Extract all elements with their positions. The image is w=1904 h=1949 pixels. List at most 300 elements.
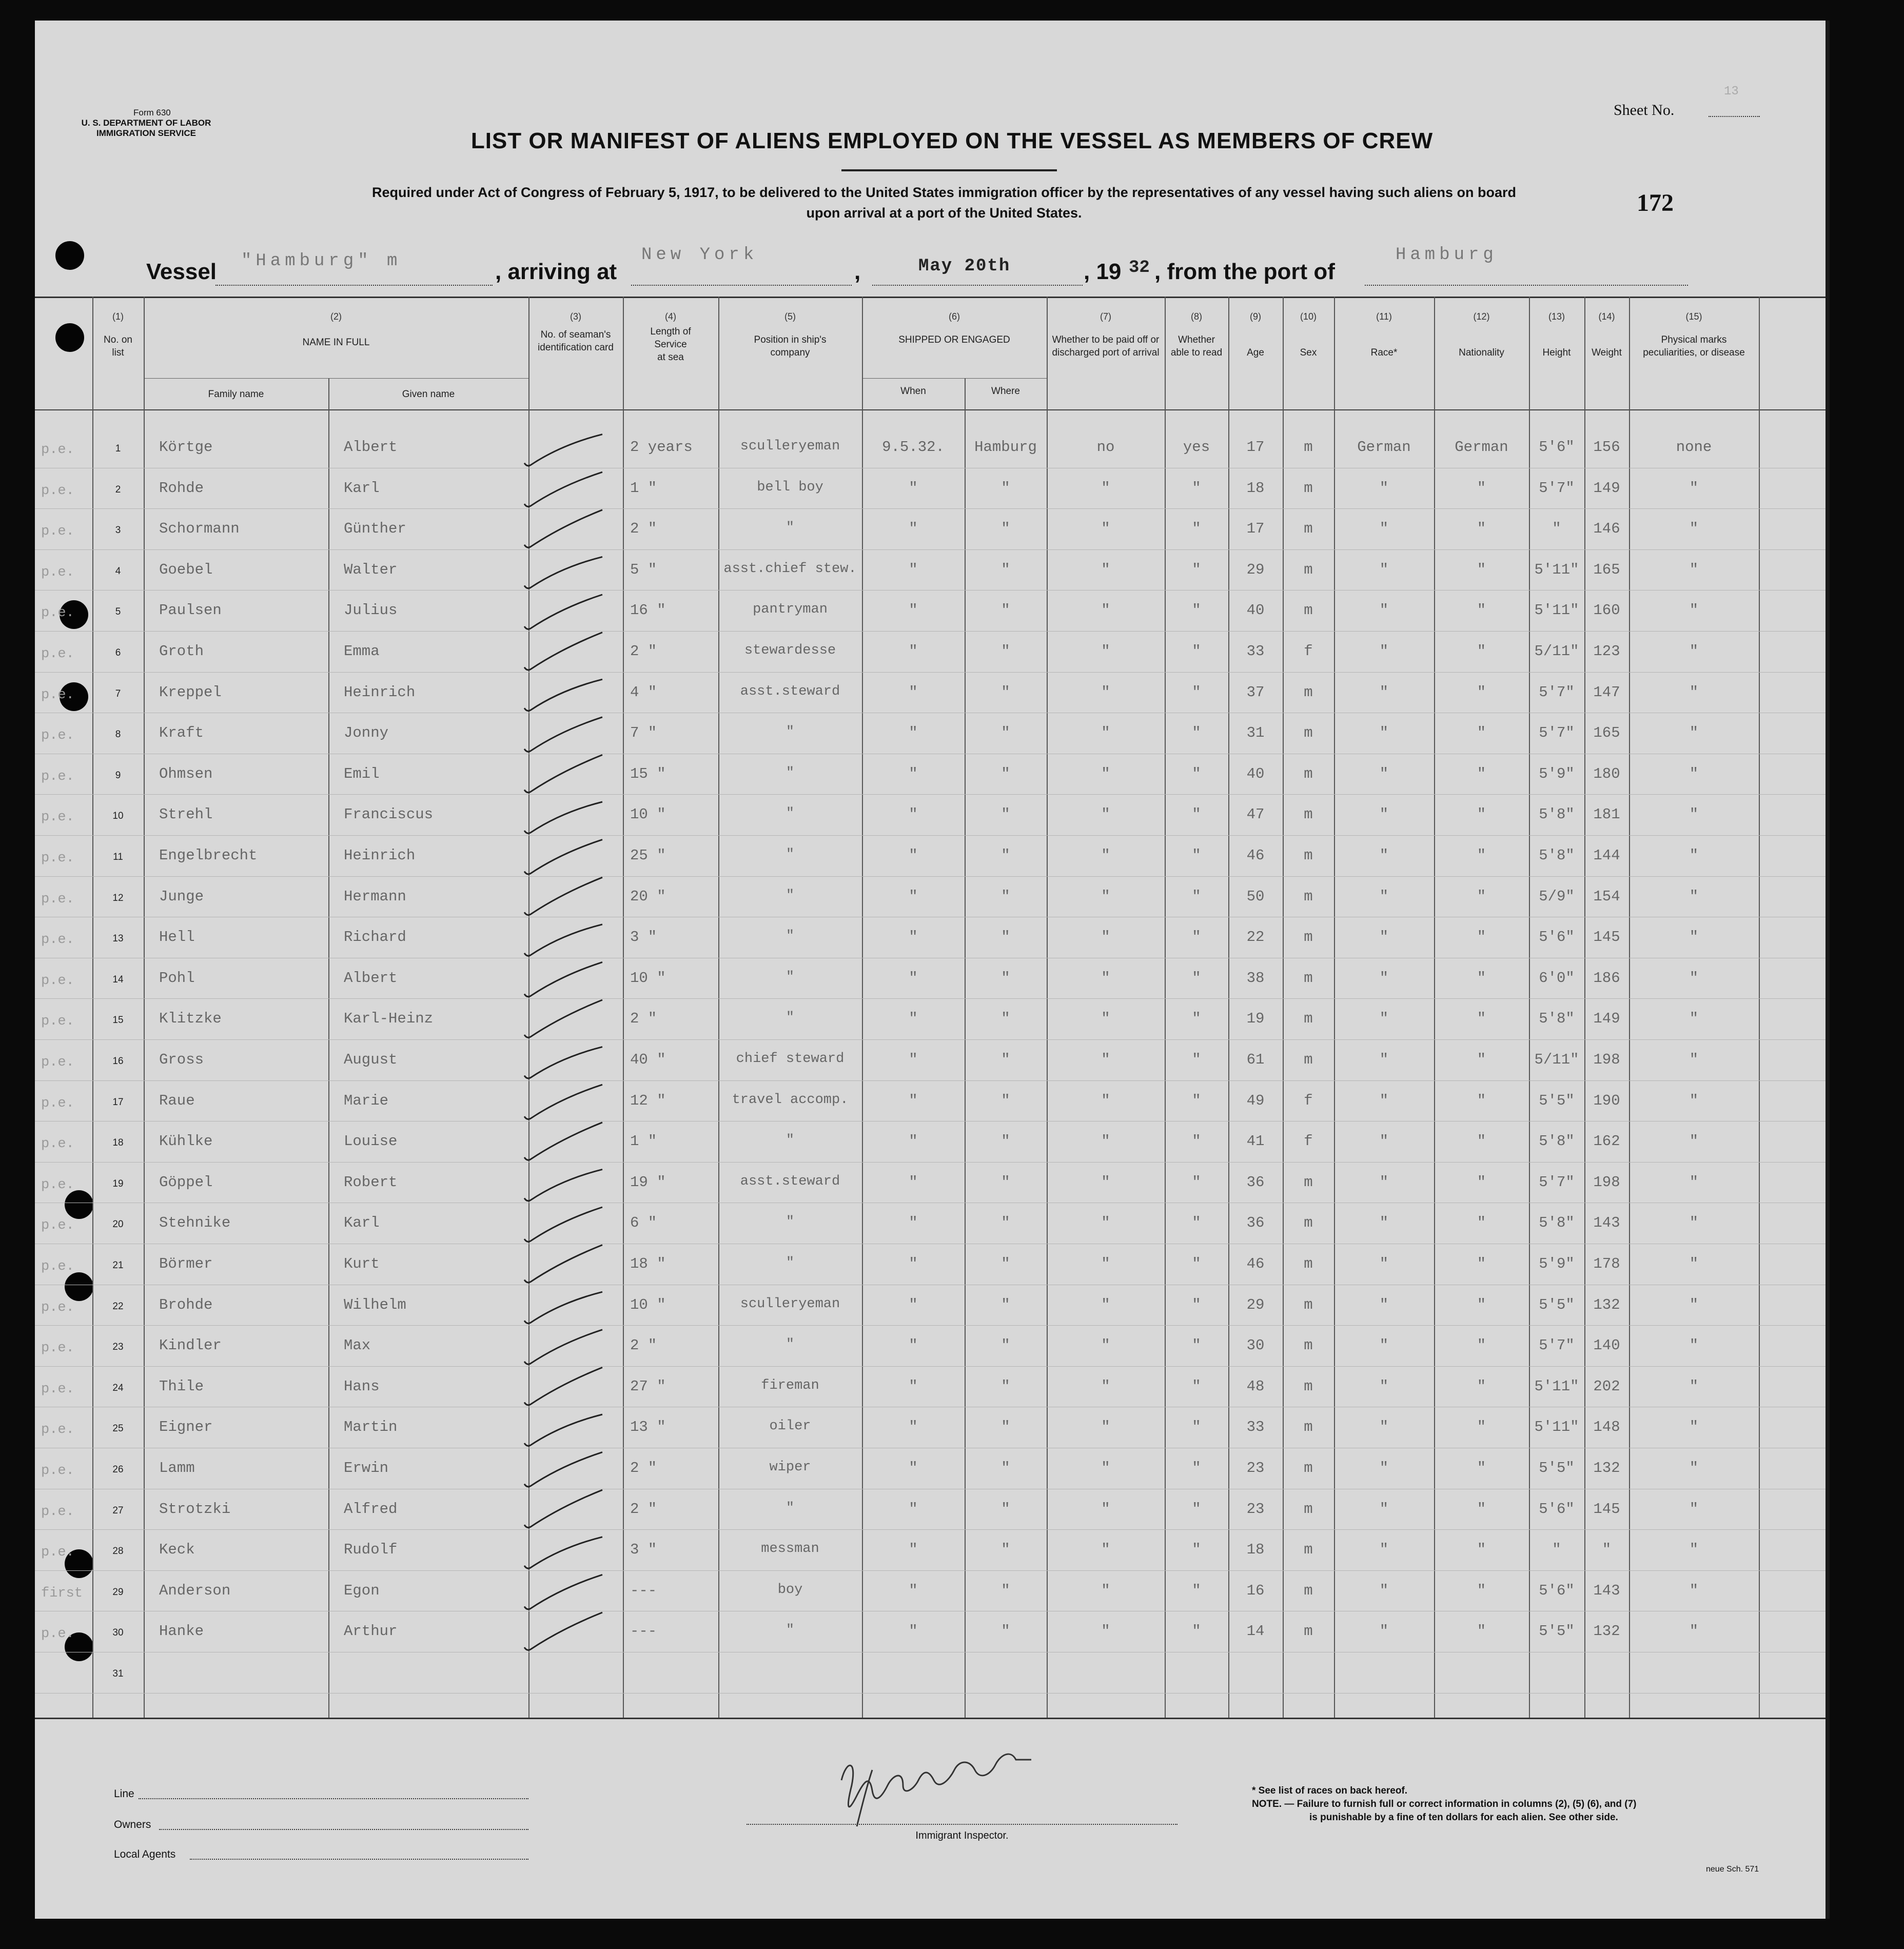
margin-note: p.e. (41, 524, 74, 540)
margin-note: p.e. (41, 1014, 74, 1030)
cell-where: Hamburg (974, 439, 1037, 456)
cell-paid: no (1096, 439, 1115, 456)
margin-note: p.e. (41, 442, 74, 458)
cell-age: 22 (1246, 929, 1265, 946)
cell-family: Stehnike (159, 1214, 231, 1232)
cell-weight: 149 (1593, 479, 1620, 497)
cell-race: " (1379, 1133, 1389, 1150)
cell-given: Martin (344, 1419, 398, 1436)
cell-height: 5'9" (1539, 765, 1575, 782)
check-mark (524, 1047, 602, 1078)
cell-when: " (909, 806, 918, 823)
cell-race: " (1379, 1092, 1389, 1109)
year-value: 32 (1129, 258, 1150, 278)
cell-nat: " (1477, 724, 1486, 742)
cell-position: " (786, 1010, 795, 1026)
cell-read: " (1192, 1010, 1201, 1028)
cell-weight: 140 (1593, 1337, 1620, 1354)
cell-sex: m (1304, 439, 1313, 456)
from-label: , from the port of (1154, 259, 1335, 284)
cell-height: 5/11" (1534, 643, 1579, 660)
cell-family: Klitzke (159, 1010, 222, 1028)
cell-sex: m (1304, 1296, 1313, 1313)
cell-marks: " (1689, 1133, 1699, 1150)
cell-position: messman (761, 1541, 819, 1557)
cell-service: 40 " (630, 1051, 666, 1068)
check-mark (524, 557, 602, 588)
cell-where: " (1001, 1623, 1010, 1640)
cell-where: " (1001, 1296, 1010, 1313)
cell-paid: " (1101, 1255, 1110, 1272)
cell-marks: " (1689, 1377, 1699, 1395)
row-number: 23 (112, 1342, 124, 1353)
check-mark (524, 1537, 602, 1568)
cell-family: Hanke (159, 1623, 204, 1640)
cell-read: " (1192, 683, 1201, 701)
cell-weight: 156 (1593, 439, 1620, 456)
cell-weight: 132 (1593, 1460, 1620, 1476)
cell-read: " (1192, 1214, 1201, 1232)
check-mark (524, 924, 602, 956)
cell-when: " (909, 1296, 918, 1313)
cell-nat: " (1477, 520, 1486, 538)
cell-paid: " (1101, 1133, 1110, 1150)
cell-sex: m (1304, 1173, 1313, 1191)
cell-service: 19 " (630, 1173, 666, 1191)
cell-weight: 146 (1593, 520, 1620, 538)
inspector-signature (841, 1754, 1031, 1826)
check-mark (524, 1085, 602, 1119)
cell-position: sculleryeman (740, 439, 840, 454)
footer-notes (1252, 1784, 1637, 1824)
col-number: (7) (1100, 311, 1111, 322)
cell-paid: " (1101, 520, 1110, 538)
margin-note: p.e. (41, 1136, 74, 1152)
cell-paid: " (1101, 1377, 1110, 1395)
cell-where: " (1001, 888, 1010, 905)
cell-when: " (909, 1010, 918, 1028)
cell-when: " (909, 724, 918, 742)
cell-sex: m (1304, 847, 1313, 864)
cell-age: 17 (1246, 520, 1265, 538)
cell-paid: " (1101, 602, 1110, 619)
cell-where: " (1001, 1377, 1010, 1395)
cell-paid: " (1101, 643, 1110, 660)
cell-paid: " (1101, 888, 1110, 905)
cell-paid: " (1101, 1541, 1110, 1559)
cell-when: " (909, 847, 918, 864)
service-name: IMMIGRATION SERVICE (96, 128, 196, 138)
cell-where: " (1001, 683, 1010, 701)
cell-race: " (1379, 643, 1389, 660)
cell-weight: 165 (1593, 724, 1620, 742)
cell-paid: " (1101, 1214, 1110, 1232)
cell-marks: " (1689, 1296, 1699, 1313)
cell-height: 5'7" (1539, 479, 1575, 497)
note-label: NOTE. (1252, 1799, 1282, 1809)
where-header: Where (991, 386, 1020, 397)
margin-note: p.e. (41, 973, 74, 989)
cell-where: " (1001, 1010, 1010, 1028)
cell-paid: " (1101, 1173, 1110, 1191)
requirement-line2: upon arrival at a port of the United States. (806, 205, 1082, 221)
cell-paid: " (1101, 929, 1110, 946)
check-mark (524, 1245, 602, 1283)
cell-given: Heinrich (344, 847, 416, 864)
cell-service: 10 " (630, 1296, 666, 1313)
cell-service: 2 " (630, 1010, 657, 1028)
cell-race: " (1379, 1460, 1389, 1476)
cell-marks: " (1689, 806, 1699, 823)
check-mark (524, 1000, 602, 1037)
cell-when: " (909, 929, 918, 946)
cell-paid: " (1101, 847, 1110, 864)
cell-service: 3 " (630, 929, 657, 946)
check-mark (524, 1414, 602, 1446)
cell-paid: " (1101, 1460, 1110, 1476)
cell-nat: " (1477, 1092, 1486, 1109)
cell-marks: " (1689, 1173, 1699, 1191)
cell-when: " (909, 1541, 918, 1559)
cell-when: " (909, 1582, 918, 1599)
cell-paid: " (1101, 561, 1110, 578)
cell-read: " (1192, 561, 1201, 578)
row-number: 22 (112, 1301, 124, 1312)
cell-read: " (1192, 1133, 1201, 1150)
check-mark (524, 1612, 602, 1650)
cell-age: 17 (1246, 439, 1265, 456)
cell-marks: " (1689, 1500, 1699, 1518)
cell-position: " (786, 929, 795, 944)
cell-height: 5'8" (1539, 1214, 1575, 1232)
cell-weight: 160 (1593, 602, 1620, 619)
cell-where: " (1001, 643, 1010, 660)
cell-race: " (1379, 969, 1389, 987)
cell-when: " (909, 765, 918, 782)
cell-age: 46 (1246, 847, 1265, 864)
cell-service: 2 " (630, 520, 657, 538)
cell-weight: 132 (1593, 1296, 1620, 1313)
cell-age: 29 (1246, 1296, 1265, 1313)
agents-label: Local Agents (114, 1848, 176, 1860)
line-field (139, 1798, 528, 1799)
cell-where: " (1001, 602, 1010, 619)
margin-note: first (41, 1585, 83, 1601)
cell-weight: 123 (1593, 643, 1620, 660)
cell-given: Egon (344, 1582, 380, 1599)
cell-race: " (1379, 520, 1389, 538)
cell-read: " (1192, 1173, 1201, 1191)
cell-paid: " (1101, 1296, 1110, 1313)
cell-position: " (786, 520, 795, 536)
cell-marks: " (1689, 1092, 1699, 1109)
cell-read: " (1192, 1460, 1201, 1476)
cell-nat: " (1477, 1051, 1486, 1068)
cell-when: " (909, 683, 918, 701)
cell-sex: m (1304, 1337, 1313, 1354)
check-mark (524, 802, 602, 833)
cell-weight: 180 (1593, 765, 1620, 782)
cell-family: Keck (159, 1541, 195, 1559)
margin-note: p.e. (41, 646, 74, 662)
cell-race: " (1379, 1173, 1389, 1191)
cell-age: 30 (1246, 1337, 1265, 1354)
cell-height: 6'0" (1539, 969, 1575, 987)
cell-nat: " (1477, 1582, 1486, 1599)
cell-nat: " (1477, 643, 1486, 660)
col-label: Race* (1370, 347, 1398, 358)
cell-height: 5'8" (1539, 806, 1575, 823)
cell-given: Hans (344, 1377, 380, 1395)
cell-weight: 149 (1593, 1010, 1620, 1028)
cell-age: 36 (1246, 1214, 1265, 1232)
cell-read: " (1192, 1500, 1201, 1518)
cell-given: Emma (344, 643, 380, 660)
cell-family: Börmer (159, 1255, 213, 1272)
check-mark (524, 755, 602, 792)
cell-when: " (909, 643, 918, 660)
cell-weight: 145 (1593, 1500, 1620, 1518)
cell-height: 5'11" (1534, 602, 1579, 619)
col-label: Physical marks peculiarities, or disease (1643, 334, 1745, 358)
cell-when: 9.5.32. (882, 439, 945, 456)
cell-when: " (909, 1133, 918, 1150)
cell-sex: m (1304, 1460, 1313, 1476)
cell-sex: m (1304, 806, 1313, 823)
cell-sex: m (1304, 683, 1313, 701)
cell-family: Körtge (159, 439, 213, 456)
cell-given: Louise (344, 1133, 398, 1150)
cell-service: 7 " (630, 724, 657, 742)
cell-service: 2 years (630, 439, 693, 456)
row-number: 4 (115, 565, 121, 577)
cell-sex: m (1304, 888, 1313, 905)
margin-note: p.e. (41, 769, 74, 784)
margin-note: p.e. (41, 891, 74, 907)
cell-age: 61 (1246, 1051, 1265, 1068)
cell-weight: 144 (1593, 847, 1620, 864)
cell-position: asst.steward (740, 1173, 840, 1189)
cell-nat: " (1477, 929, 1486, 946)
cell-race: " (1379, 1419, 1389, 1436)
cell-sex: m (1304, 1623, 1313, 1640)
cell-read: " (1192, 479, 1201, 497)
row-number: 17 (112, 1096, 124, 1108)
cell-given: Richard (344, 929, 406, 946)
cell-service: 18 " (630, 1255, 666, 1272)
cell-given: Kurt (344, 1255, 380, 1272)
comma: , (854, 259, 861, 284)
cell-race: " (1379, 724, 1389, 742)
cell-where: " (1001, 724, 1010, 742)
cell-race: " (1379, 1214, 1389, 1232)
cell-race: " (1379, 1377, 1389, 1395)
cell-read: " (1192, 765, 1201, 782)
cell-height: 5'5" (1539, 1296, 1575, 1313)
check-mark (524, 1452, 602, 1487)
margin-note: p.e. (41, 1626, 74, 1642)
cell-marks: " (1689, 643, 1699, 660)
cell-weight: 132 (1593, 1623, 1620, 1640)
cell-position: stewardesse (744, 643, 836, 658)
cell-age: 40 (1246, 765, 1265, 782)
requirement-line1: Required under Act of Congress of February 5, 1917, to be delivered to the United States immigration officer by the representatives of any vessel having such aliens on board (371, 185, 1517, 200)
cell-marks: " (1689, 1460, 1699, 1476)
cell-marks: " (1689, 929, 1699, 946)
cell-service: 6 " (630, 1214, 657, 1232)
cell-age: 16 (1246, 1582, 1265, 1599)
cell-service: --- (630, 1582, 657, 1599)
cell-service: 2 " (630, 643, 657, 660)
col-number: (13) (1548, 311, 1565, 322)
cell-where: " (1001, 1173, 1010, 1191)
cell-paid: " (1101, 724, 1110, 742)
cell-sex: m (1304, 1010, 1313, 1028)
cell-sex: m (1304, 520, 1313, 538)
row-number: 7 (115, 688, 121, 699)
cell-sex: m (1304, 1541, 1313, 1559)
cell-given: Julius (344, 602, 398, 619)
cell-race: " (1379, 1500, 1389, 1518)
cell-service: 4 " (630, 683, 657, 701)
cell-sex: m (1304, 1500, 1313, 1518)
col-number: (6) (949, 311, 960, 322)
cell-weight: 165 (1593, 561, 1620, 578)
cell-height: 5'9" (1539, 1255, 1575, 1272)
cell-nat: " (1477, 765, 1486, 782)
cell-height: 5'11" (1534, 561, 1579, 578)
cell-where: " (1001, 479, 1010, 497)
cell-height: 5'5" (1539, 1092, 1575, 1109)
cell-marks: " (1689, 888, 1699, 905)
cell-when: " (909, 1460, 918, 1476)
cell-family: Gross (159, 1051, 204, 1068)
cell-age: 36 (1246, 1173, 1265, 1191)
row-number: 5 (115, 606, 121, 618)
cell-read: " (1192, 1419, 1201, 1436)
margin-note: p.e. (41, 810, 74, 825)
note-text1: — Failure to furnish full or correct information in columns (2), (5) (6), and (7) (1284, 1799, 1637, 1809)
row-number: 8 (115, 729, 121, 740)
row-number: 14 (112, 974, 124, 985)
col-label: NAME IN FULL (302, 337, 370, 348)
cell-paid: " (1101, 1500, 1110, 1518)
cell-read: " (1192, 1541, 1201, 1559)
row-number: 11 (113, 852, 123, 862)
cell-position: travel accomp. (732, 1092, 849, 1108)
cell-paid: " (1101, 969, 1110, 987)
cell-sex: m (1304, 1214, 1313, 1232)
cell-age: 46 (1246, 1255, 1265, 1272)
cell-weight: 190 (1593, 1092, 1620, 1109)
cell-race: " (1379, 683, 1389, 701)
cell-sex: f (1304, 643, 1313, 660)
cell-family: Kindler (159, 1337, 222, 1354)
cell-nat: " (1477, 1337, 1486, 1354)
col-label: Position in ship's company (754, 334, 827, 358)
cell-where: " (1001, 765, 1010, 782)
cell-family: Raue (159, 1092, 195, 1109)
cell-family: Strotzki (159, 1500, 231, 1518)
cell-weight: 186 (1593, 969, 1620, 987)
col-number: (14) (1598, 311, 1615, 322)
margin-note: p.e. (41, 1055, 74, 1070)
cell-age: 18 (1246, 1541, 1265, 1559)
cell-position: " (786, 806, 795, 822)
cell-sex: m (1304, 479, 1313, 497)
cell-position: bell boy (757, 479, 823, 495)
cell-sex: m (1304, 765, 1313, 782)
cell-race: " (1379, 561, 1389, 578)
cell-given: Karl (344, 479, 380, 497)
col-label: No. on list (104, 334, 132, 358)
cell-when: " (909, 1377, 918, 1395)
note-text2: is punishable by a fine of ten dollars for each alien. See other side. (1309, 1812, 1618, 1823)
margin-note: p.e. (41, 1259, 74, 1274)
cell-given: Franciscus (344, 806, 434, 823)
margin-note: p.e. (41, 851, 74, 866)
margin-note: p.e. (41, 1545, 74, 1561)
cell-height: 5'11" (1534, 1377, 1579, 1395)
margin-note: p.e. (41, 728, 74, 744)
margin-note: p.e. (41, 483, 74, 499)
cell-age: 33 (1246, 1419, 1265, 1436)
cell-where: " (1001, 1092, 1010, 1109)
cell-nat: " (1477, 1255, 1486, 1272)
margin-note: p.e. (41, 1381, 74, 1397)
from-value: Hamburg (1396, 245, 1498, 265)
cell-family: Paulsen (159, 602, 222, 619)
check-mark (524, 1123, 602, 1160)
cell-where: " (1001, 929, 1010, 946)
cell-marks: " (1689, 520, 1699, 538)
cell-paid: " (1101, 1419, 1110, 1436)
cell-read: " (1192, 1377, 1201, 1395)
page-number: 172 (1637, 189, 1674, 216)
agents-field (190, 1859, 528, 1860)
cell-race: " (1379, 888, 1389, 905)
row-number: 13 (112, 933, 124, 944)
cell-height: 5'6" (1539, 929, 1575, 946)
check-mark (524, 1367, 602, 1405)
cell-read: yes (1183, 439, 1210, 456)
cell-marks: " (1689, 1623, 1699, 1640)
cell-service: 10 " (630, 969, 666, 987)
row-number: 29 (112, 1586, 124, 1598)
cell-when: " (909, 1623, 918, 1640)
cell-marks: " (1689, 1337, 1699, 1354)
cell-sex: m (1304, 1377, 1313, 1395)
when-header: When (900, 386, 926, 397)
cell-sex: m (1304, 1255, 1313, 1272)
cell-read: " (1192, 847, 1201, 864)
cell-service: 1 " (630, 1133, 657, 1150)
cell-when: " (909, 561, 918, 578)
check-mark (524, 1169, 602, 1200)
cell-age: 37 (1246, 683, 1265, 701)
family-name-header: Family name (208, 389, 264, 400)
col-number: (15) (1685, 311, 1702, 322)
race-note: * See list of races on back hereof. (1252, 1785, 1408, 1796)
margin-note: p.e. (41, 1177, 74, 1193)
cell-height: " (1552, 1541, 1561, 1559)
cell-when: " (909, 1500, 918, 1518)
cell-read: " (1192, 1623, 1201, 1640)
col-label: Age (1247, 347, 1264, 358)
cell-when: " (909, 888, 918, 905)
row-number: 2 (115, 484, 121, 495)
check-mark (524, 1330, 602, 1364)
